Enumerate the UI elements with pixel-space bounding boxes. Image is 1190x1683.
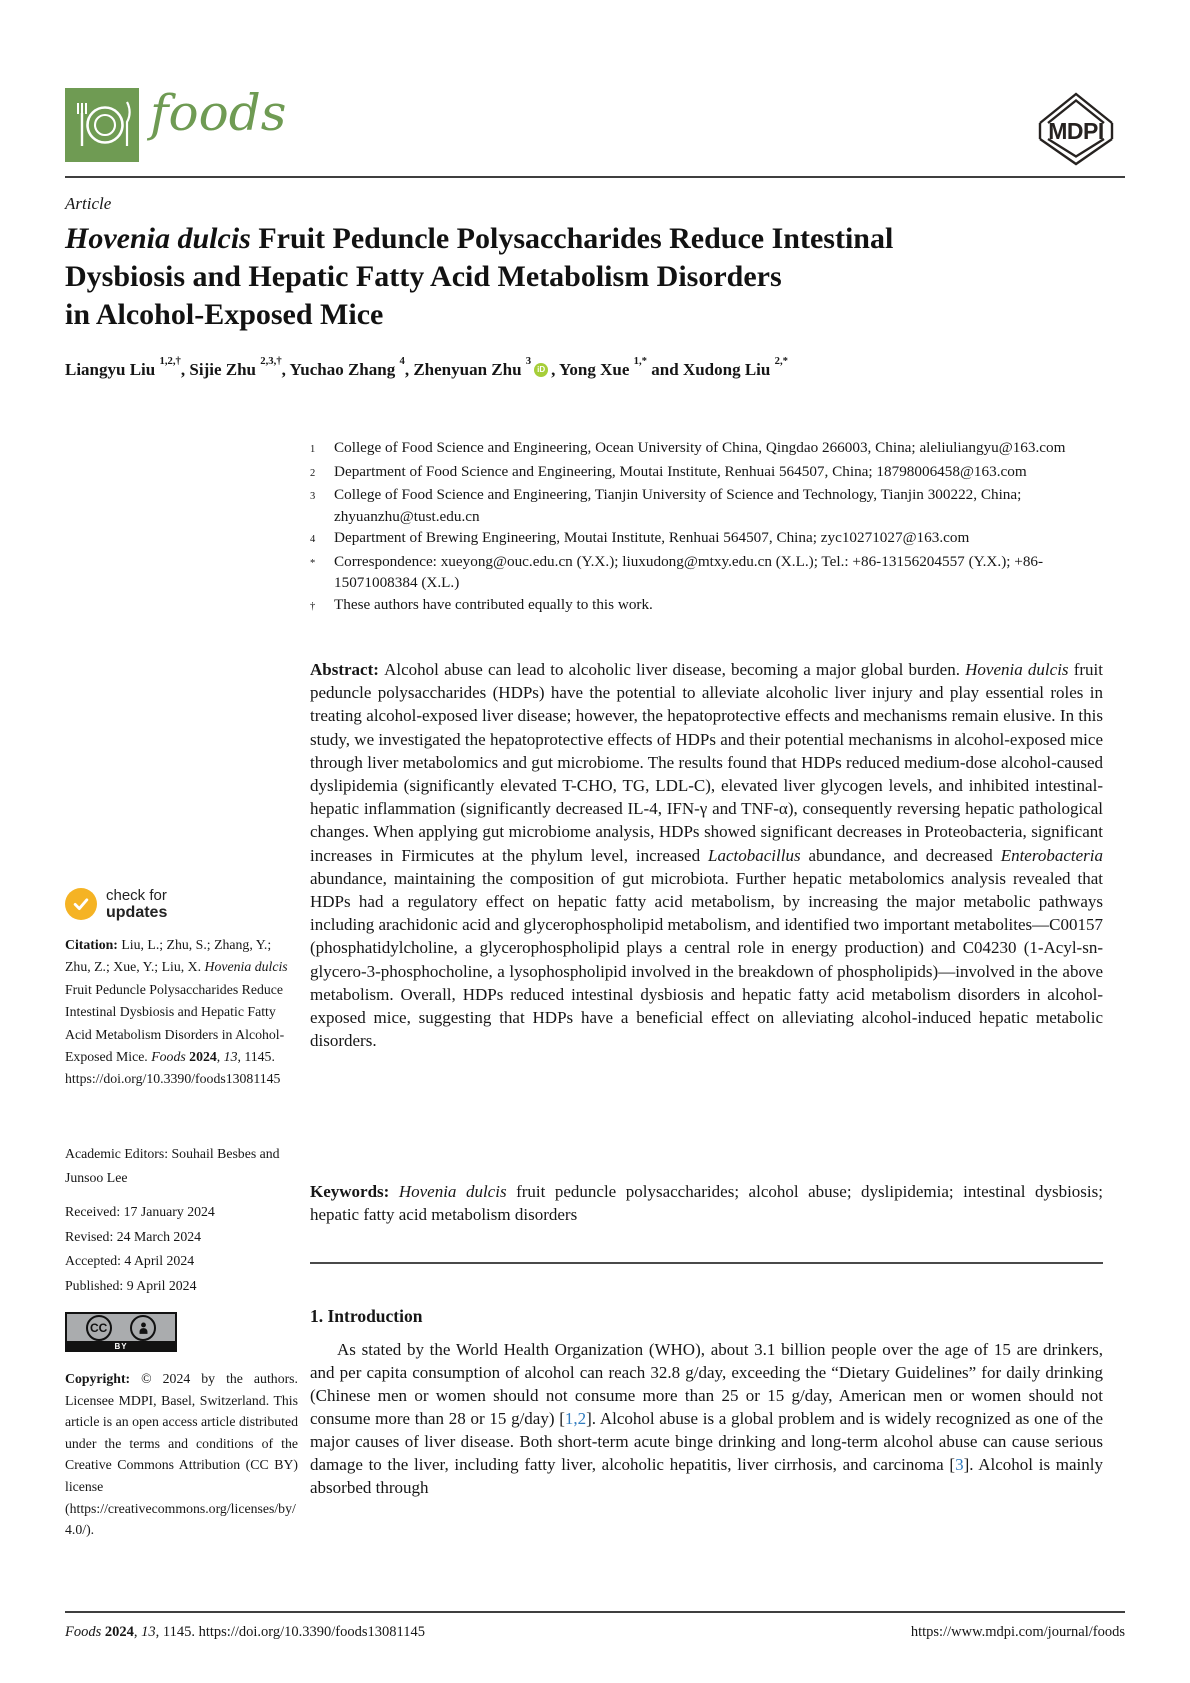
- academic-editors: Academic Editors: Souhail Besbes and Junsoo Lee: [65, 1146, 280, 1185]
- correspondence-row: [310, 551, 1105, 594]
- affiliation-text: College of Food Science and Engineering, Tianjin University of Science and Technology, Tianjin 300222, China; zhyuanzhu@tust.edu.cn: [334, 486, 1022, 525]
- equal-contribution-row: [310, 594, 1105, 618]
- affiliation-row: [310, 527, 1105, 551]
- article-history: [65, 1200, 297, 1298]
- accepted-date: Accepted: 4 April 2024: [65, 1253, 195, 1268]
- footer-journal-url[interactable]: https://www.mdpi.com/journal/foods: [910, 1624, 1125, 1640]
- person-icon: [130, 1315, 156, 1341]
- check-for-updates-badge[interactable]: [65, 887, 167, 921]
- footer-divider: [65, 1611, 1125, 1613]
- affiliation-number: 4: [310, 534, 316, 545]
- affiliation-number: 2: [310, 467, 316, 479]
- svg-text:MDPI: MDPI: [1048, 118, 1104, 144]
- affiliations: [310, 437, 1105, 617]
- equal-contribution-text: These authors have contributed equally to this work.: [334, 595, 653, 613]
- orcid-icon[interactable]: iD: [534, 363, 548, 377]
- check-icon: [65, 888, 97, 920]
- keywords: Keywords: Hovenia dulcis fruit peduncle polysaccharides; alcohol abuse; dyslipidemia; intestinal dysbiosis; hepatic fatty acid metabolism disorders: [310, 1182, 1103, 1225]
- received-date: Received: 17 January 2024: [65, 1204, 215, 1219]
- affiliation-number: *: [310, 557, 316, 569]
- cc-icon: CC: [86, 1315, 112, 1341]
- article-type-label: Article: [65, 194, 112, 213]
- article-title: Hovenia dulcis Fruit Peduncle Polysaccharides Reduce Intestinal Dysbiosis and Hepatic Fatty Acid Metabolism Disorders in Alcohol-Exposed Mice: [65, 222, 894, 331]
- check-for-updates-label: [106, 887, 167, 921]
- affiliation-row: [310, 437, 1105, 461]
- affiliation-row: [310, 461, 1105, 485]
- foods-journal-logo-icon: [65, 88, 139, 162]
- mdpi-logo: [1034, 90, 1118, 168]
- revised-date: Revised: 24 March 2024: [65, 1228, 202, 1244]
- affiliation-text: College of Food Science and Engineering, Ocean University of China, Qingdao 266003, China; aleliuliangyu@163.com: [334, 439, 1066, 456]
- affiliation-number: 3: [310, 491, 316, 502]
- affiliation-number: †: [310, 600, 316, 612]
- affiliation-row: [310, 484, 1105, 527]
- check-for-text: check for: [106, 887, 167, 904]
- affiliation-number: 1: [310, 444, 316, 455]
- abstract: Abstract: Alcohol abuse can lead to alcoholic liver disease, becoming a major global burden. Hovenia dulcis fruit peduncle polysaccharides (HDPs) have the potential to alleviate alcoholic liver injury and play essential roles in treating alcohol-exposed liver disease; however, the hepatoprotective effects and mechanisms remain elusive. In this study, we investigated the hepatoprotective effects of HDPs and their potential mechanisms in alcohol-exposed mice through liver metabolomics and gut microbiome. The results found that HDPs reduced medium-dose alcohol-caused dyslipidemia (significantly elevated T-CHO, TG, LDL-C), elevated liver glycogen levels, and inhibited intestinal-hepatic inflammation (significantly decreased IL-4, IFN-γ and TNF-α), consequently reversing hepatic pathological changes. When applying gut microbiome analysis, HDPs showed significant decreases in Proteobacteria, significant increases in Firmicutes at the phylum level, increased Lactobacillus abundance, and decreased Enterobacteria abundance, maintaining the composition of gut microbiota. Further hepatic metabolomics analysis revealed that HDPs had a regulatory effect on hepatic fatty acid metabolism, by increasing the major metabolic pathways including arachidonic acid and glycerophospholipid metabolism, and identified two important metabolites—C00157 (phosphatidylcholine, a glycerophospholipid plays a central role in energy production) and C04230 (1-Acyl-sn-glycero-3-phosphocholine, a lysophospholipid involved in the breakdown of phospholipids)—involved in the above metabolism. Overall, HDPs reduced intestinal dysbiosis and hepatic fatty acid metabolism disorders in alcohol-exposed mice, suggesting that HDPs have a beneficial effect on alleviating alcohol-induced hepatic metabolic disorders.: [310, 660, 1103, 1051]
- intro-heading: 1. Introduction: [310, 1306, 423, 1326]
- citation: Citation: Liu, L.; Zhu, S.; Zhang, Y.; Zhu, Z.; Xue, Y.; Liu, X. Hovenia dulcis Fruit Peduncle Polysaccharides Reduce Intestinal Dysbiosis and Hepatic Fatty Acid Metabolism Disorders in Alcohol-Exposed Mice. Foods 2024, 13, 1145. https://doi.org/10.3390/foods13081145: [65, 937, 288, 1087]
- affiliation-text: Department of Food Science and Engineering, Moutai Institute, Renhuai 564507, China; 18798006458@163.com: [334, 462, 1027, 480]
- header-divider: [65, 176, 1125, 178]
- footer-citation[interactable]: Foods 2024, 13, 1145. https://doi.org/10.3390/foods13081145: [65, 1624, 425, 1640]
- affiliation-text: Department of Brewing Engineering, Moutai Institute, Renhuai 564507, China; zyc10271027@163.com: [334, 529, 970, 546]
- keywords-divider: [310, 1262, 1103, 1264]
- intro-paragraph: As stated by the World Health Organization (WHO), about 3.1 billion people over the age of 15 are drinkers, and per capita consumption of alcohol can reach 32.8 g/day, exceeding the “Dietary Guidelines” for daily drinking (Chinese men or women should not consume more than 25 or 15 g/day, American men or women should not consume more than 28 or 15 g/day) [1,2]. Alcohol abuse is a global problem and is widely recognized as one of the major causes of liver disease. Both short-term acute binge drinking and long-term alcohol abuse can cause serious damage to the liver, including fatty liver, alcoholic hepatitis, liver cirrhosis, and carcinoma [3]. Alcohol is mainly absorbed through: [310, 1340, 1104, 1497]
- reference-link[interactable]: 1,2: [564, 1409, 587, 1428]
- updates-text: updates: [106, 904, 168, 921]
- cc-by-badge[interactable]: [65, 1312, 177, 1352]
- cc-by-label: BY: [67, 1341, 175, 1352]
- cc-badge-icons: [67, 1314, 175, 1341]
- copyright-notice: Copyright: © 2024 by the authors. Licensee MDPI, Basel, Switzerland. This article is an open access article distributed under the terms and conditions of the Creative Commons Attribution (CC BY) license (https://creativecommons.org/licenses/by/4.0/).: [65, 1371, 298, 1538]
- author-line: Liangyu Liu $^{1,2,\dagger}$, Sijie Zhu $^{2,3,\dagger}$, Yuchao Zhang $^4$, Zhenyuan Zhu $^3$iD , Yong Xue $^{1,*}$ and Xudong Liu $^{2,*}$: [65, 354, 788, 379]
- journal-name: foods: [150, 84, 287, 142]
- published-date: Published: 9 April 2024: [65, 1277, 197, 1293]
- correspondence-text: Correspondence: xueyong@ouc.edu.cn (Y.X.); liuxudong@mtxy.edu.cn (X.L.); Tel.: +86-13156204557 (Y.X.); +86-15071008384 (X.L.): [334, 552, 1044, 591]
- reference-link[interactable]: 3: [955, 1455, 964, 1474]
